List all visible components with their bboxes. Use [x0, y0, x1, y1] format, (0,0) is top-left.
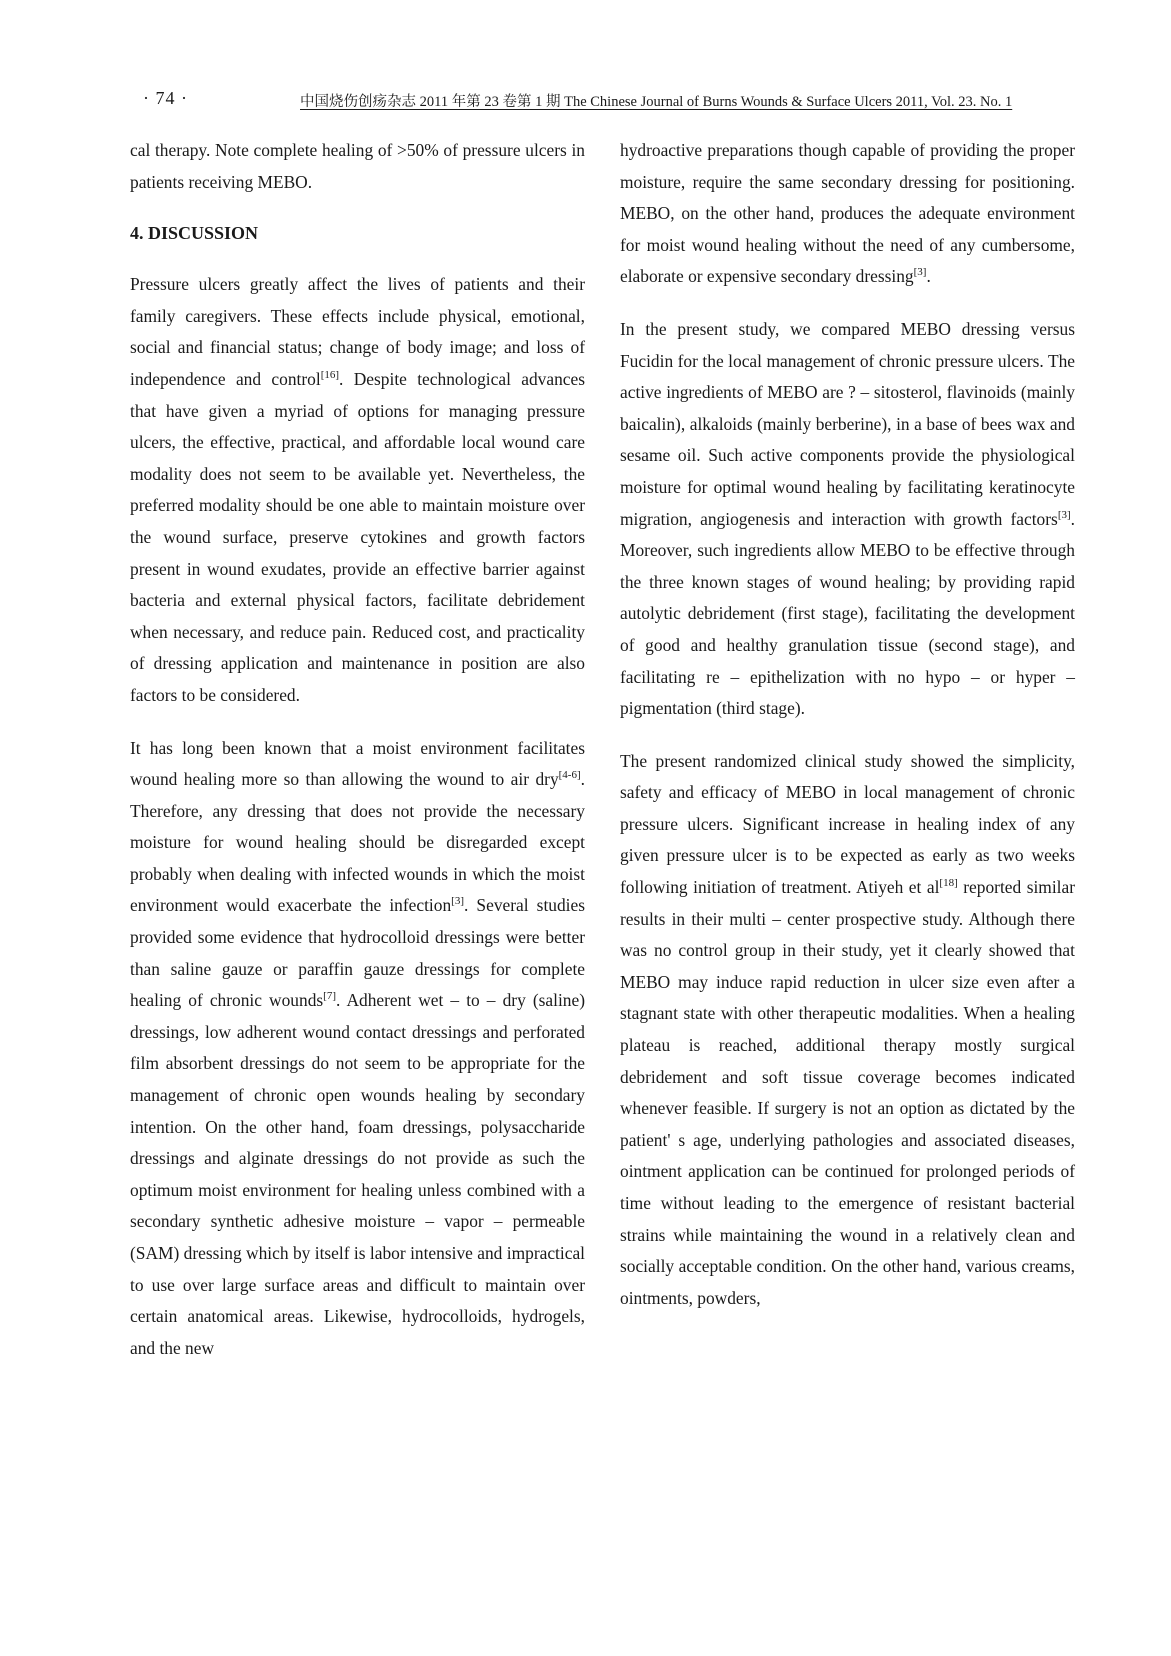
- discussion-paragraph-3: hydroactive preparations though capable of providing the proper moisture, require the same secondary dressing for positioning. MEBO, on the other hand, produces the adequate environment for moist wound healing without the need of any cumbersome, elaborate or expensive secondary dressing[3].: [620, 140, 1075, 287]
- discussion-paragraph-2: It has long been known that a moist environment facilitates wound healing more so than allowing the wound to air dry[4-6]. Therefore, any dressing that does not provide the necessary moisture for wound healing should be disregarded except probably when dealing with infected wounds in which the moist environment would exacerbate the infection[3]. Several studies provided some evidence that hydrocolloid dressings were better than saline gauze or paraffin gauze dressings for complete healing of chronic wounds[7]. Adherent wet – to – dry (saline) dressings, low adherent wound contact dressings and perforated film absorbent dressings do not seem to be appropriate for the management of chronic open wounds healing by secondary intention. On the other hand, foam dressings, polysaccharide dressings and alginate dressings do not provide as such the optimum moist environment for healing unless combined with a secondary synthetic adhesive moisture – vapor – permeable (SAM) dressing which by itself is labor intensive and impractical to use over large surface areas and difficult to maintain over certain anatomical areas. Likewise, hydrocolloids, hydrogels, and the new: [130, 737, 585, 1358]
- page-header: [0, 84, 1171, 118]
- citation: [3]: [451, 895, 464, 908]
- citation: [16]: [320, 368, 340, 381]
- right-column: [620, 135, 1075, 1314]
- citation: [18]: [939, 877, 958, 890]
- discussion-paragraph-5: The present randomized clinical study showed the simplicity, safety and efficacy of MEBO in local management of chronic pressure ulcers. Significant increase in healing index of any given pressure ulcer is to be expected as early as two weeks following initiation of treatment. Atiyeh et al[18] reported similar results in their multi – center prospective study. Although there was no control group in their study, yet it clearly showed that MEBO may induce rapid reduction in ulcer size even after a stagnant state with other therapeutic modalities. When a healing plateau is reached, additional therapy mostly surgical debridement and soft tissue coverage becomes indicated whenever feasible. If surgery is not an option as dictated by the patient' s age, underlying pathologies and associated diseases, ointment application can be continued for prolonged periods of time without leading to the emergence of resistant bacterial strains while maintaining the wound in a relatively clean and socially acceptable condition. On the other hand, various creams, ointments, powders,: [620, 750, 1075, 1308]
- running-title: 中国烧伤创疡杂志 2011 年第 23 卷第 1 期 The Chinese Journal of Burns Wounds & Surface Ulcers 2011, Vol. 23. No. 1: [300, 94, 1013, 110]
- citation: [3]: [913, 266, 927, 279]
- citation: [4-6]: [558, 769, 581, 782]
- left-column: [130, 135, 585, 1364]
- section-heading: 4. DISCUSSION: [130, 223, 259, 244]
- discussion-paragraph-1: Pressure ulcers greatly affect the lives of patients and their family caregivers. These effects include physical, emotional, social and financial status; change of body image; and loss of independence and control[16]. Despite technological advances that have given a myriad of options for managing pressure ulcers, the effective, practical, and affordable local wound care modality does not seem to be available yet. Nevertheless, the preferred modality should be one able to maintain moisture over the wound surface, preserve cytokines and growth factors present in wound exudates, provide an effective barrier against bacteria and external physical factors, facilitate debridement when necessary, and reduce pain. Reduced cost, and practicality of dressing application and maintenance in position are also factors to be considered.: [130, 274, 585, 705]
- discussion-paragraph-4: In the present study, we compared MEBO dressing versus Fucidin for the local management of chronic pressure ulcers. The active ingredients of MEBO are ? – sitosterol, flavinoids (mainly baicalin), alkaloids (mainly berberine), in a base of bees wax and sesame oil. Such active components provide the physiological moisture for optimal wound healing by facilitating keratinocyte migration, angiogenesis and interaction with growth factors[3]. Moreover, such ingredients allow MEBO to be effective through the three known stages of wound healing; by providing rapid autolytic debridement (first stage), facilitating the development of good and healthy granulation tissue (second stage), and facilitating re – epithelization with no hypo – or hyper – pigmentation (third stage).: [620, 318, 1075, 719]
- citation: [7]: [323, 990, 336, 1003]
- citation: [3]: [1057, 508, 1071, 521]
- page-number: · 74 ·: [143, 88, 188, 108]
- continued-paragraph: cal therapy. Note complete healing of >50% of pressure ulcers in patients receiving MEBO.: [130, 140, 585, 192]
